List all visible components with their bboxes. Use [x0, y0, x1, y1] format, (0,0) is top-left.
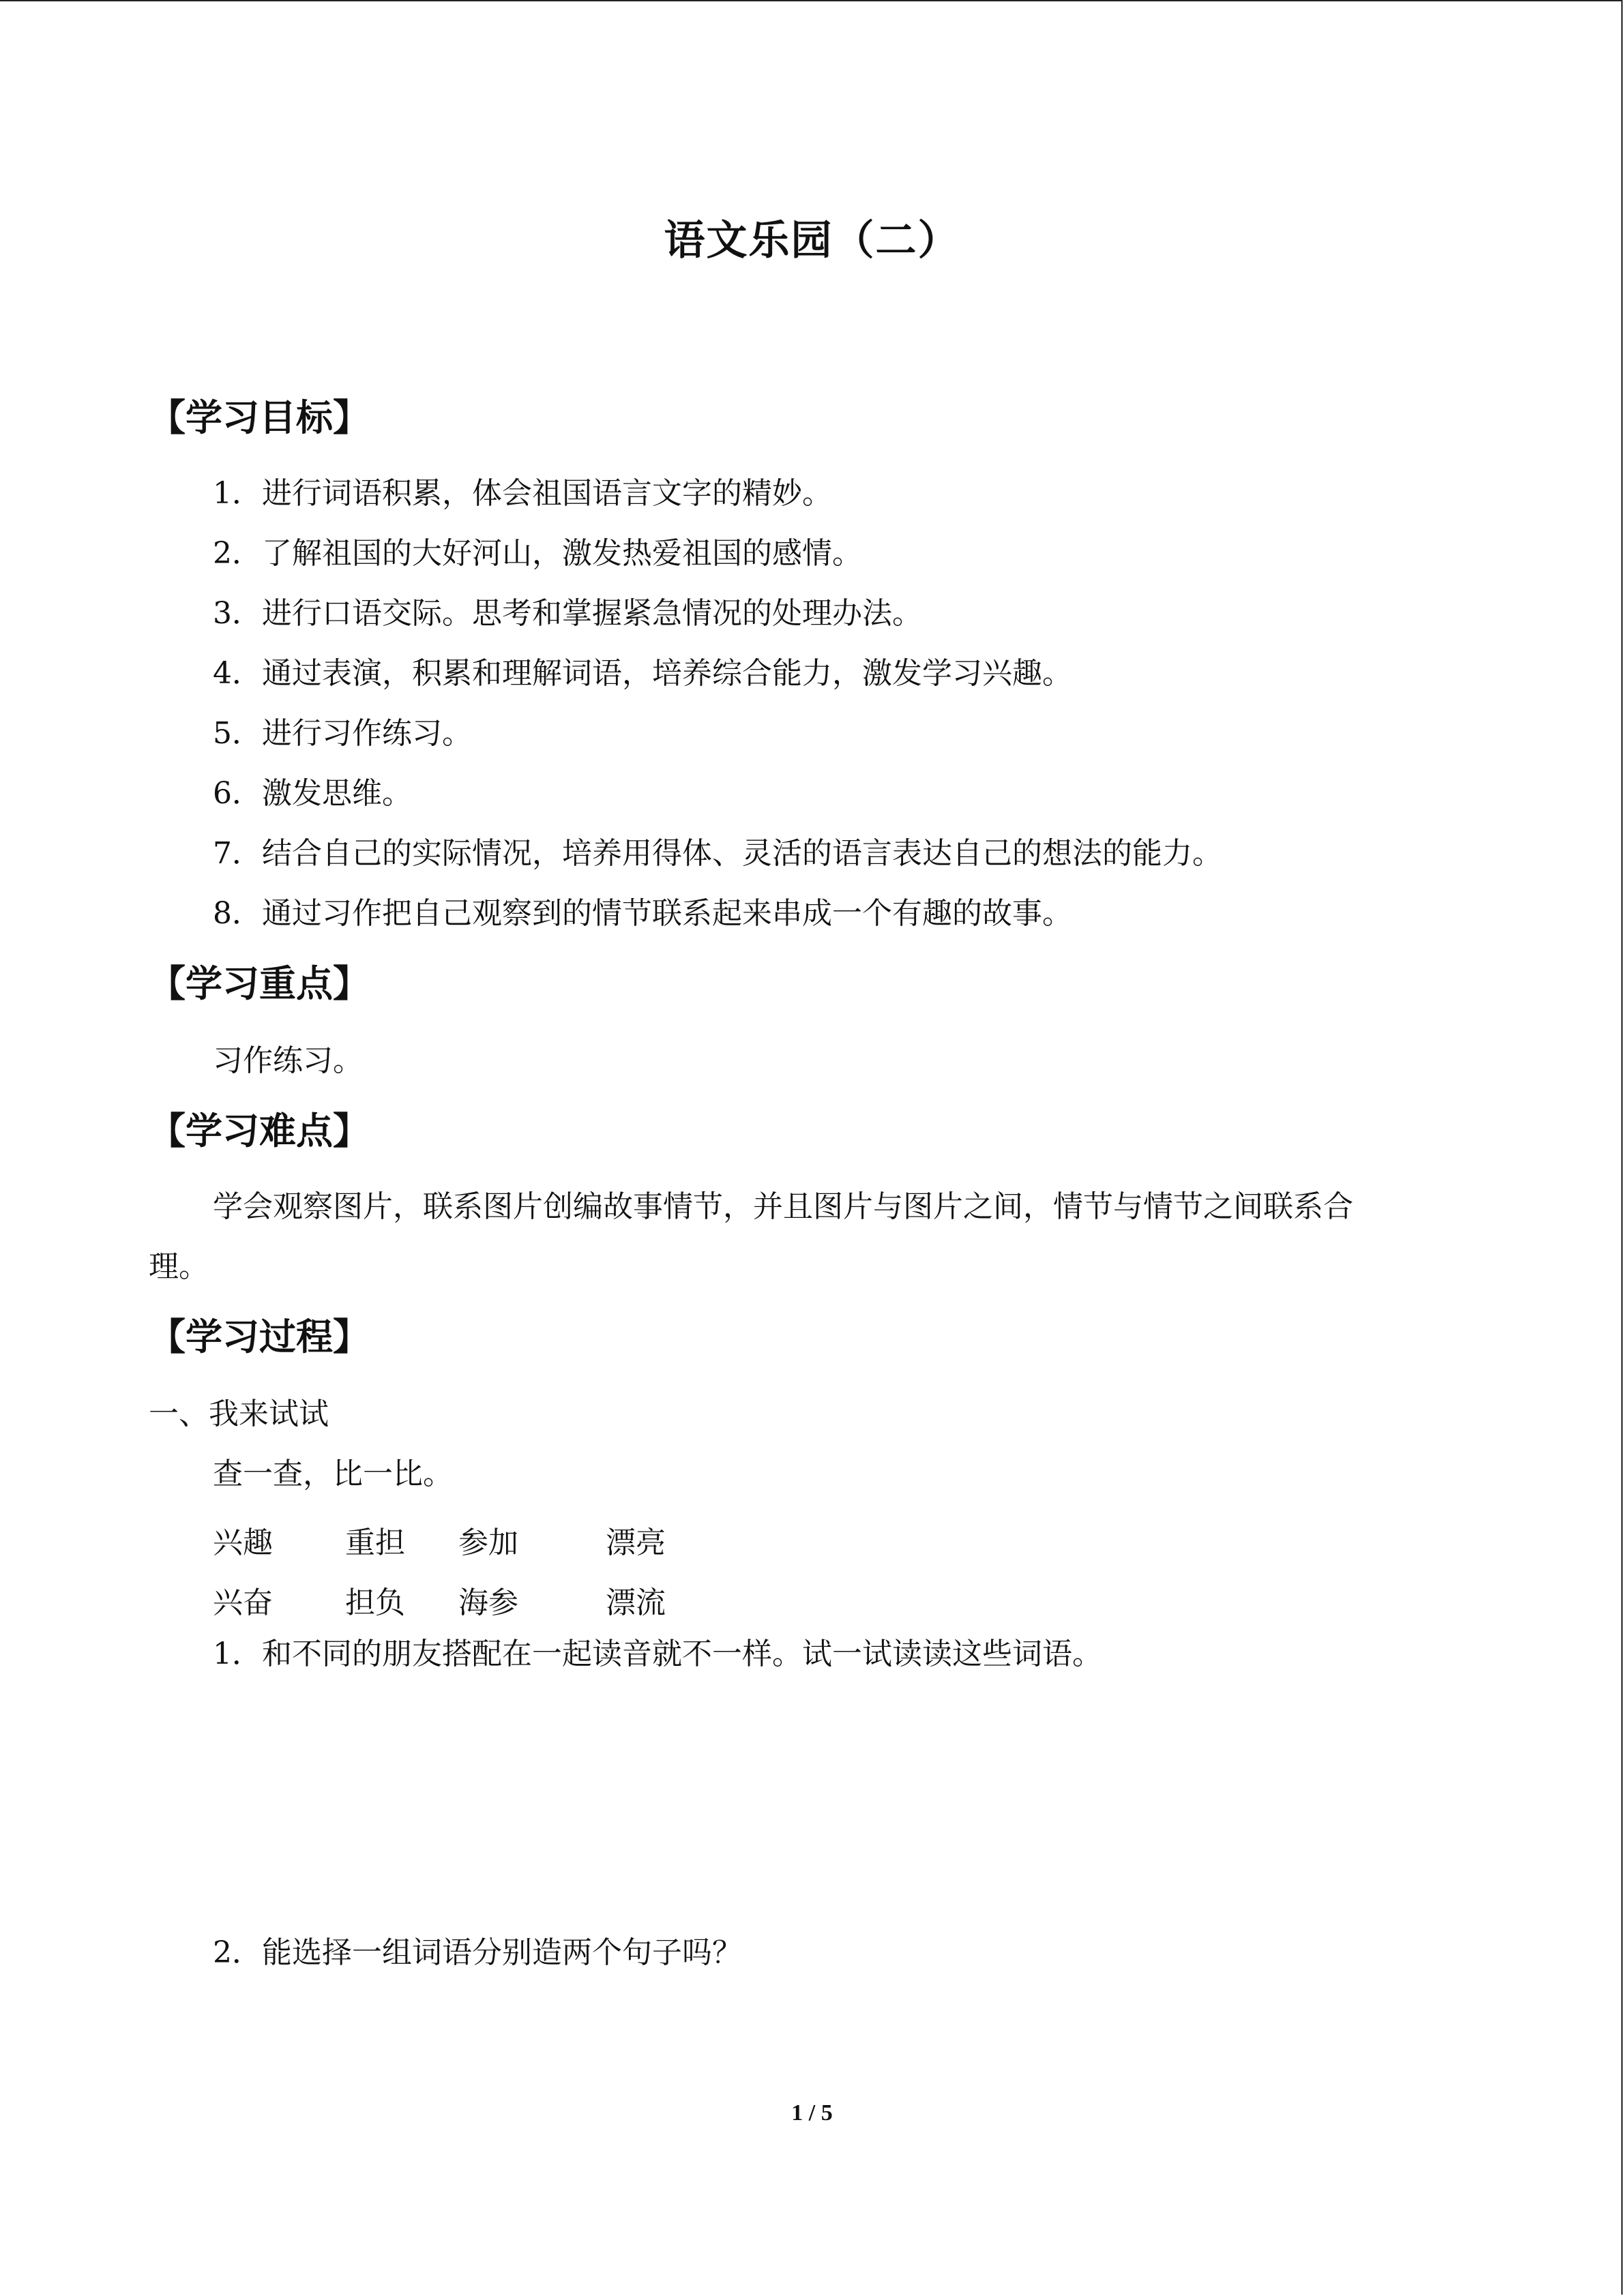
- difficulty-text-line1: 学会观察图片，联系图片创编故事情节，并且图片与图片之间，情节与情节之间联系合: [213, 1189, 1353, 1224]
- goal-item: 2．了解祖国的大好河山，激发热爱祖国的感情。: [213, 536, 862, 571]
- focus-text: 习作练习。: [213, 1043, 363, 1078]
- word: 兴趣: [213, 1525, 273, 1560]
- goal-item: 5．进行习作练习。: [213, 716, 472, 751]
- goal-item: 1．进行词语积累，体会祖国语言文字的精妙。: [213, 476, 832, 511]
- goals-heading: 【学习目标】: [149, 396, 370, 439]
- goal-item: 4．通过表演，积累和理解词语，培养综合能力，激发学习兴趣。: [213, 656, 1072, 691]
- part1-title: 一、我来试试: [149, 1397, 329, 1431]
- goal-item: 7．结合自己的实际情况，培养用得体、灵活的语言表达自己的想法的能力。: [213, 836, 1222, 871]
- difficulty-heading: 【学习难点】: [149, 1109, 370, 1152]
- difficulty-text-line2: 理。: [149, 1249, 209, 1284]
- question-1: 1．和不同的朋友搭配在一起读音就不一样。试一试读读这些词语。: [213, 1637, 1102, 1671]
- focus-heading: 【学习重点】: [149, 962, 370, 1005]
- page-title: 语文乐园（二）: [664, 217, 960, 265]
- goal-item: 8．通过习作把自己观察到的情节联系起来串成一个有趣的故事。: [213, 896, 1072, 931]
- goal-item: 6．激发思维。: [213, 776, 412, 811]
- word: 兴奋: [213, 1585, 273, 1620]
- word: 漂亮: [606, 1525, 666, 1560]
- page-number: 1 / 5: [791, 2100, 833, 2126]
- word: 漂流: [606, 1585, 666, 1620]
- word: 重担: [345, 1525, 405, 1560]
- word: 参加: [458, 1525, 518, 1560]
- word: 海参: [458, 1585, 518, 1620]
- process-heading: 【学习过程】: [149, 1315, 370, 1358]
- part1-intro: 查一查，比一比。: [213, 1457, 453, 1491]
- word: 担负: [345, 1585, 405, 1620]
- question-2: 2．能选择一组词语分别造两个句子吗？: [213, 1935, 742, 1970]
- goal-item: 3．进行口语交际。思考和掌握紧急情况的处理办法。: [213, 596, 922, 631]
